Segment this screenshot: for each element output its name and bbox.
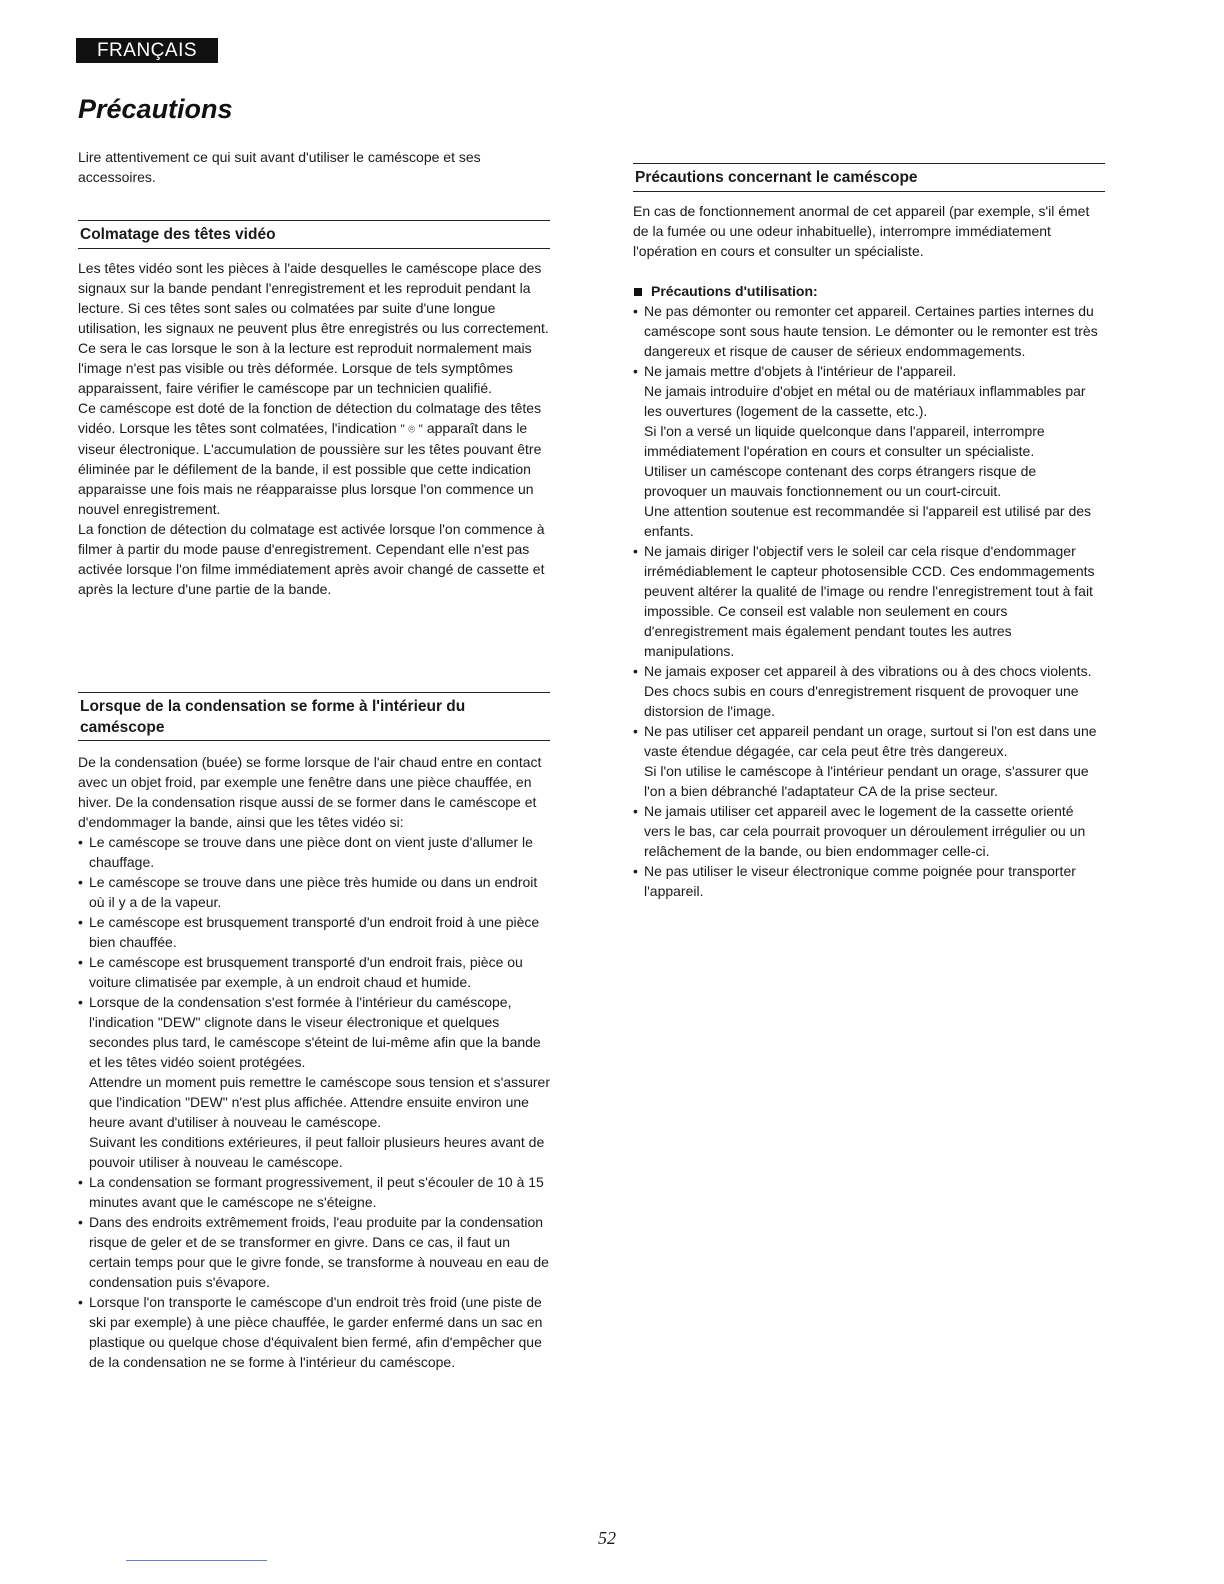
condensation-intro: De la condensation (buée) se forme lorsque de l'air chaud entre en contact avec un objet froid, par exemple une fenêtre dans une pièce chauffée, en hiver. De la condensation risque aussi de se former dans le caméscope et d'endommager la bande, ainsi que les têtes vidéo si: [78,754,542,830]
usage-item-2-sub: Une attention soutenue est recommandée si l'appareil est utilisé par des enfants. [644,503,1092,539]
head-clean-paragraph-2 [78,398,550,519]
list-item [633,361,1103,541]
usage-item-2-text: Ne jamais mettre d'objets à l'intérieur de l'appareil. [644,363,957,379]
list-item: • Le caméscope est brusquement transporté d'un endroit froid à une pièce bien chauffée. [78,912,554,952]
head-clog-icon: " ⌾ " [400,422,423,436]
usage-subheading-label: Précautions d'utilisation: [651,283,818,299]
section-camera-title: Précautions concernant le caméscope [633,163,1105,192]
square-bullet-icon [634,288,642,296]
condensation-list [78,832,554,1372]
usage-item-5-sub: Si l'on utilise le caméscope à l'intérieur pendant un orage, s'assurer que l'on a bien débranché l'adaptateur CA de la prise secteur. [644,763,1089,799]
list-item: • Le caméscope est brusquement transporté d'un endroit frais, pièce ou voiture climatisée par exemple, à un endroit chaud et humide. [78,952,554,992]
list-item: • Ne jamais diriger l'objectif vers le soleil car cela risque d'endommager irrémédiablement le capteur photosensible CCD. Ces endommagements peuvent altérer la qualité de l'image ou rendre l'enregistrement tout à fait impossible. Ce conseil est valable non seulement en cours d'enregistrement mais également pendant toutes les autres manipulations. [633,541,1103,661]
head-clean-paragraph-1: Les têtes vidéo sont les pièces à l'aide desquelles le caméscope place des signaux sur la bande pendant l'enregistrement et les reproduit pendant la lecture. Si ces têtes sont sales ou colmatées par suite d'une longue utilisation, les signaux ne peuvent plus être enregistrés ou lus correctement. Ce sera le cas lorsque le son à la lecture est reproduit normalement mais l'image n'est pas visible ou très déformée. Lorsque de tels symptômes apparaissent, faire vérifier le caméscope par un technicien qualifié. [78,260,549,396]
usage-item-2-sub: Si l'on a versé un liquide quelconque dans l'appareil, interrompre immédiatement l'opération en cours et consulter un spécialiste. [644,423,1045,459]
list-item: • Ne pas utiliser le viseur électronique comme poignée pour transporter l'appareil. [633,861,1103,901]
list-item [633,661,1103,721]
list-item [633,721,1103,801]
bottom-rule [126,1560,267,1561]
usage-subheading [633,281,1103,301]
list-item: • Le caméscope se trouve dans une pièce très humide ou dans un endroit où il y a de la vapeur. [78,872,554,912]
head-clean-paragraph-3: La fonction de détection du colmatage est activée lorsque l'on commence à filmer à partir du mode pause d'enregistrement. Cependant elle n'est pas activée lorsque l'on filme immédiatement après avoir changé de cassette et après la lecture d'une partie de la bande. [78,521,545,597]
section-head-clean [78,258,550,599]
dew-text-a: Lorsque de la condensation s'est formée à l'intérieur du caméscope, l'indication "DEW" clignote dans le viseur électronique et quelques secondes plus tard, le caméscope s'éteint de lui-même afin que la bande et les têtes vidéo soient protégées. [89,994,541,1070]
camera-intro: En cas de fonctionnement anormal de cet appareil (par exemple, s'il émet de la fumée ou une odeur inhabituelle), interrompre immédiatement l'opération en cours et consulter un spécialiste. [633,203,1090,259]
list-item: • Ne pas démonter ou remonter cet appareil. Certaines parties internes du caméscope sont sous haute tension. Le démonter ou le remonter est très dangereux et risque de causer de sérieux endommagements. [633,301,1103,361]
usage-item-5-text: Ne pas utiliser cet appareil pendant un orage, surtout si l'on est dans une vaste étendue dégagée, car cela peut être très dangereux. [644,723,1097,759]
list-item: • La condensation se formant progressivement, il peut s'écouler de 10 à 15 minutes avant que le caméscope ne s'éteigne. [78,1172,554,1212]
list-item-dew [78,992,554,1172]
usage-item-4-sub: Des chocs subis en cours d'enregistrement risquent de provoquer une distorsion de l'image. [644,683,1079,719]
intro-text: Lire attentivement ce qui suit avant d'utiliser le caméscope et ses accessoires. [78,149,481,185]
page-number: 52 [598,1528,616,1548]
page-title: Précautions [78,94,233,124]
language-tab: FRANÇAIS [76,38,218,63]
head-clean-p2-end: apparaît dans le viseur électronique. L'accumulation de poussière sur les têtes pouvant être éliminée par le défilement de la bande, il est possible que cette indication apparaisse une fois mais ne réapparaisse plus lorsque l'on commence un nouvel enregistrement. [78,420,542,517]
dew-text-b: Attendre un moment puis remettre le caméscope sous tension et s'assurer que l'indication "DEW" n'est plus affichée. Attendre ensuite environ une heure avant d'utiliser à nouveau le caméscope. [89,1074,551,1130]
section-condensation-title: Lorsque de la condensation se forme à l'intérieur du caméscope [78,692,550,741]
list-item: • Dans des endroits extrêmement froids, l'eau produite par la condensation risque de geler et de se transformer en givre. Dans ce cas, il faut un certain temps pour que le givre fonde, se transforme à nouveau en eau de condensation puis s'évapore. [78,1212,554,1292]
usage-list [633,301,1103,901]
dew-text-c: Suivant les conditions extérieures, il peut falloir plusieurs heures avant de pouvoir utiliser à nouveau le caméscope. [89,1134,545,1170]
list-item: • Lorsque l'on transporte le caméscope d'un endroit très froid (une piste de ski par exemple) à une pièce chauffée, le garder enfermé dans un sac en plastique ou quelque chose d'équivalent bien fermé, afin d'empêcher que de la condensation ne se forme à l'intérieur du caméscope. [78,1292,554,1372]
list-item: • Le caméscope se trouve dans une pièce dont on vient juste d'allumer le chauffage. [78,832,554,872]
section-condensation [78,752,554,1372]
usage-item-2-sub: Utiliser un caméscope contenant des corps étrangers risque de provoquer un mauvais fonctionnement ou un court-circuit. [644,463,1037,499]
section-camera [633,201,1103,901]
list-item: • Ne jamais utiliser cet appareil avec le logement de la cassette orienté vers le bas, car cela pourrait provoquer un déroulement irrégulier ou un relâchement de la bande, ou bien endommager celle-ci. [633,801,1103,861]
usage-item-2-sub: Ne jamais introduire d'objet en métal ou de matériaux inflammables par les ouvertures (logement de la cassette, etc.). [644,383,1086,419]
head-clean-p2-start: Ce caméscope est doté de la fonction de détection du colmatage des têtes vidéo. Lorsque les têtes sont colmatées, l'indication [78,400,542,436]
section-head-clean-title: Colmatage des têtes vidéo [78,220,550,249]
usage-item-4-text: Ne jamais exposer cet appareil à des vibrations ou à des chocs violents. [644,663,1092,679]
